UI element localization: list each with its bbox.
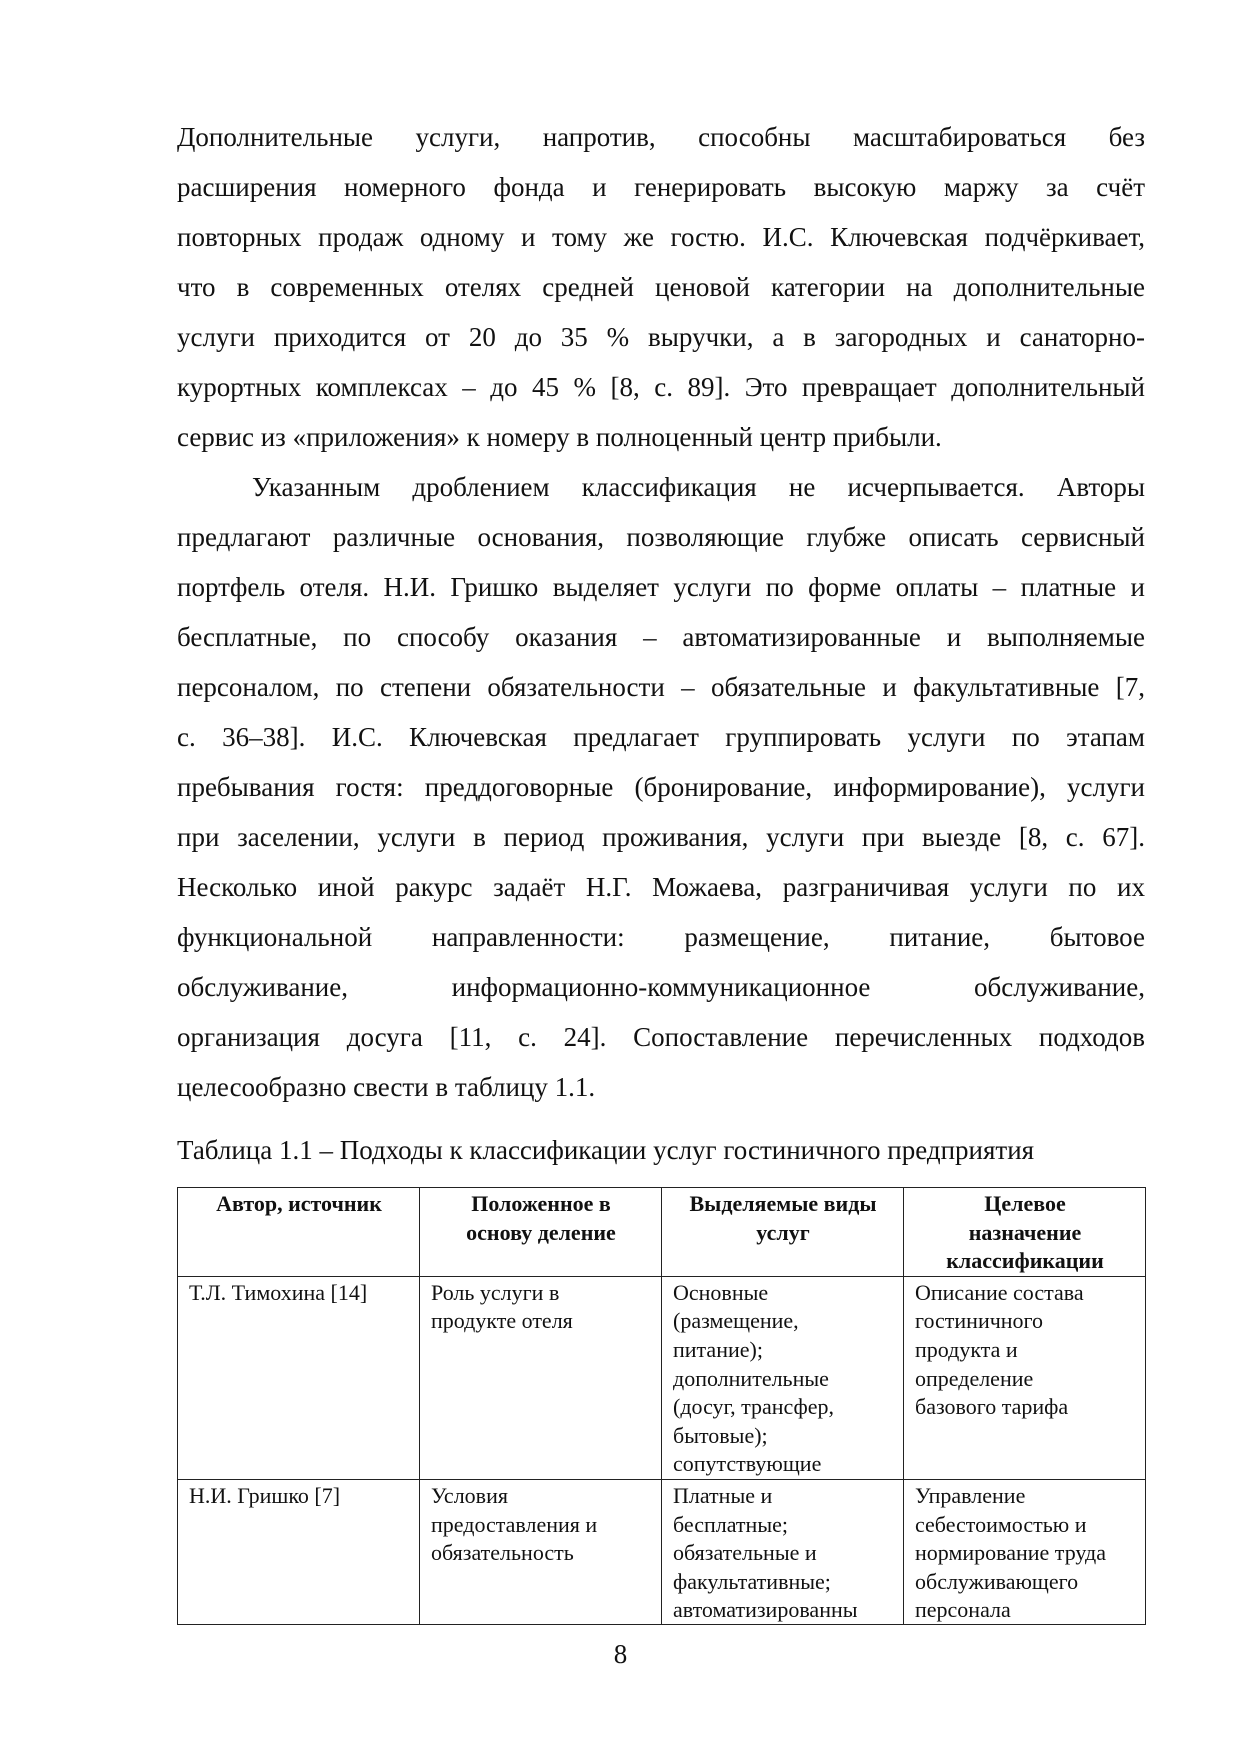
- cell-line: бесплатные;: [673, 1511, 788, 1537]
- text-line: пребывания гостя: преддоговорные (бронирование, информирование), услуги: [177, 772, 1145, 802]
- text-line: расширения номерного фонда и генерировать высокую маржу за счёт: [177, 172, 1145, 202]
- text-line: Несколько иной ракурс задаёт Н.Г. Можаева, разграничивая услуги по их: [177, 872, 1145, 902]
- cell-line: нормирование труда: [915, 1540, 1106, 1566]
- text-line: целесообразно свести в таблицу 1.1.: [177, 1072, 596, 1102]
- cell-line: персонала: [915, 1597, 1011, 1623]
- cell-line: гостиничного: [915, 1308, 1044, 1334]
- cell-author: [178, 1276, 420, 1479]
- body-text: [177, 112, 1145, 1112]
- cell-line: Положенное в: [471, 1191, 611, 1216]
- cell-line: Н.И. Гришко [7]: [189, 1482, 341, 1508]
- cell-line: (размещение,: [673, 1308, 799, 1334]
- cell-line: предоставления и: [431, 1511, 598, 1537]
- cell-basis: [420, 1479, 662, 1624]
- cell-line: услуг: [756, 1219, 810, 1245]
- cell-line: обслуживающего: [915, 1568, 1079, 1594]
- cell-line: дополнительные: [673, 1365, 829, 1391]
- cell-line: назначение: [968, 1219, 1082, 1245]
- cell-line: бытовые);: [673, 1422, 768, 1448]
- header-basis: [420, 1188, 662, 1277]
- cell-line: Основные: [673, 1279, 769, 1305]
- text-line: персоналом, по степени обязательности – обязательные и факультативные [7,: [177, 672, 1145, 702]
- text-line: организация досуга [11, с. 24]. Сопоставление перечисленных подходов: [177, 1022, 1145, 1052]
- cell-line: обязательность: [431, 1540, 574, 1566]
- text-line: с. 36–38]. И.С. Ключевская предлагает группировать услуги по этапам: [177, 722, 1145, 752]
- text-line: Дополнительные услуги, напротив, способны масштабироваться без: [177, 122, 1145, 152]
- cell-line: продукте отеля: [431, 1308, 573, 1334]
- cell-line: Выделяемые виды: [689, 1191, 877, 1216]
- cell-line: Автор, источник: [216, 1191, 382, 1216]
- cell-line: Условия: [431, 1482, 508, 1508]
- cell-author: [178, 1479, 420, 1624]
- cell-line: Т.Л. Тимохина [14]: [189, 1279, 368, 1305]
- cell-service-types: [662, 1479, 904, 1624]
- cell-line: продукта и: [915, 1336, 1018, 1362]
- cell-line: Управление: [915, 1482, 1026, 1508]
- cell-line: себестоимостью и: [915, 1511, 1087, 1537]
- cell-purpose: [904, 1276, 1146, 1479]
- cell-line: основу деление: [466, 1219, 616, 1245]
- cell-line: определение: [915, 1365, 1034, 1391]
- text-line: предлагают различные основания, позволяющие глубже описать сервисный: [177, 522, 1145, 552]
- cell-line: факультативные;: [673, 1568, 831, 1594]
- cell-line: базового тарифа: [915, 1394, 1069, 1420]
- table-caption: Таблица 1.1 – Подходы к классификации услуг гостиничного предприятия: [177, 1135, 1035, 1165]
- text-line: бесплатные, по способу оказания – автоматизированные и выполняемые: [177, 622, 1145, 652]
- table-row: [178, 1276, 1146, 1479]
- cell-line: (досуг, трансфер,: [673, 1394, 835, 1420]
- text-line: повторных продаж одному и тому же гостю. И.С. Ключевская подчёркивает,: [177, 222, 1145, 252]
- text-line: Указанным дроблением классификация не исчерпывается. Авторы: [252, 472, 1145, 502]
- cell-line: питание);: [673, 1336, 763, 1362]
- text-line: курортных комплексах – до 45 % [8, с. 89]. Это превращает дополнительный: [177, 372, 1145, 402]
- paragraph-2: [177, 462, 1145, 1112]
- cell-service-types: [662, 1276, 904, 1479]
- cell-line: обязательные и: [673, 1540, 817, 1566]
- text-line: что в современных отелях средней ценовой категории на дополнительные: [177, 272, 1145, 302]
- cell-basis: [420, 1276, 662, 1479]
- text-line: сервис из «приложения» к номеру в полноценный центр прибыли.: [177, 422, 942, 452]
- table-row: [178, 1479, 1146, 1624]
- table-header-row: [178, 1188, 1146, 1277]
- text-line: обслуживание, информационно-коммуникационное обслуживание,: [177, 972, 1145, 1002]
- cell-line: классификации: [946, 1248, 1104, 1274]
- text-line: портфель отеля. Н.И. Гришко выделяет услуги по форме оплаты – платные и: [177, 572, 1145, 602]
- header-author: [178, 1188, 420, 1277]
- cell-purpose: [904, 1479, 1146, 1624]
- cell-line: Роль услуги в: [431, 1279, 560, 1305]
- text-line: функциональной направленности: размещение, питание, бытовое: [177, 922, 1145, 952]
- page-number: 8: [613, 1639, 628, 1669]
- paragraph-1: [177, 112, 1145, 462]
- text-line: услуги приходится от 20 до 35 % выручки, а в загородных и санаторно-: [177, 322, 1145, 352]
- cell-line: сопутствующие: [673, 1451, 822, 1477]
- classification-table: [177, 1187, 1146, 1625]
- cell-line: Целевое: [984, 1191, 1066, 1216]
- cell-line: Платные и: [673, 1482, 773, 1508]
- header-purpose: [904, 1188, 1146, 1277]
- text-line: при заселении, услуги в период проживания, услуги при выезде [8, с. 67].: [177, 822, 1145, 852]
- header-service-types: [662, 1188, 904, 1277]
- cell-line: Описание состава: [915, 1279, 1084, 1305]
- cell-line: автоматизированны: [673, 1597, 858, 1623]
